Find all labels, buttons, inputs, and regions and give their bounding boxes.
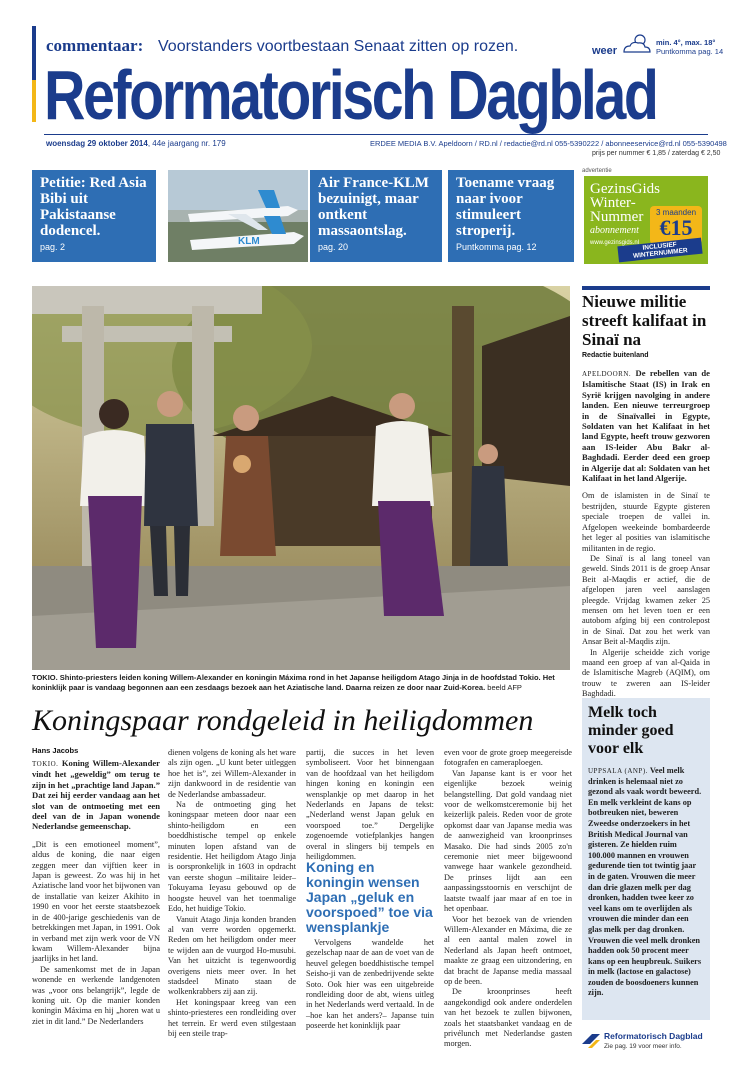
milk-article-place: UPPSALA (ANP).	[588, 767, 648, 775]
milk-article-box[interactable]	[582, 698, 710, 1020]
teaser-page-ref: pag. 20	[318, 242, 349, 252]
milk-article-headline: Melk toch minder goed voor elk	[588, 704, 674, 757]
teaser-title: Air France-KLM bezuinigt, maar ontkent massaontslag.	[318, 175, 429, 239]
main-photo[interactable]	[32, 286, 570, 670]
side-article-byline: Redactie buitenland	[582, 352, 649, 359]
main-article-column-2	[168, 748, 296, 1039]
side-article-body	[582, 368, 710, 700]
main-article-paragraph: Van Japanse kant is er voor het eigenlijke bezoek weinig belangstelling. Dat gold vandaag niet voor de welkomstceremonie bij het keizerlijk paleis. Reden voor de grote opkomst daar van Japanse media was de aanwezigheid van kroonprinses Masako. Die had sinds 2005 zo'n ceremonie niet meer bijgewoond vanwege haar wankele gezondheid. De prinses lijdt aan een aanpassingsstoornis en verschijnt de laatste twaalf jaar maar af en toe in het openbaar.	[444, 768, 572, 914]
publisher-contact: ERDEE MEDIA B.V. Apeldoorn / RD.nl / redactie@rd.nl 055-5390222 / abonneeservice@rd.nl 055-5390498	[370, 139, 727, 148]
main-article-paragraph: Het koningspaar kreeg van een shinto-priesteres een rondleiding over het terrein. Er werd even stilgestaan bij een steile trap-	[168, 997, 296, 1038]
main-article-subheading: Koning en koningin wensen Japan „geluk en voorspoed” toe via wensplankje	[306, 859, 433, 935]
teaser-asia-bibi[interactable]	[32, 170, 156, 262]
newspaper-promo[interactable]	[582, 1028, 710, 1058]
klm-airplane-image[interactable]	[168, 170, 308, 262]
main-article-paragraph: De samenkomst met de in Japan wonende en werkende landgenoten was „voor ons belangrijk”, legde de koning uit. Op die manier konden koningin Máxima en hij „horen wat u ziet in dit land.” De Nederlanders	[32, 964, 160, 1026]
masthead-divider	[44, 134, 708, 135]
main-article-paragraph: De kroonprinses heeft aangekondigd ook andere onderdelen van het bezoek te zullen bijwonen, zoals het staatsbanket vandaag en de privélunch met Nederlandse gasten morgen.	[444, 987, 572, 1049]
milk-article-text: Veel melk drinken is helemaal niet zo gezond als vaak wordt beweerd. En melk verkleint de kans op botbreuken niet, beweren Zweedse onderzoekers in het British Medical Journal van gisteren. Ze hielden ruim 100.000 mannen en vrouwen gedurende tien tot twintig jaar in de gaten. Vrouwen die meer dan drie glazen melk per dag dronken, hadden twee keer zo veel kans om te overlijden als vrouwen die minder dan een glas melk per dag dronken. Vrouwen die veel melk dronken hadden ook 50 procent meer kans op een heupbreuk. Suikers in melk (lactose en galactose) zouden de boosdoeners kunnen zijn.	[588, 766, 702, 998]
milk-article-body	[588, 766, 704, 999]
main-article-column-3b	[306, 938, 434, 1032]
main-article-paragraph: even voor de grote groep meegereisde fotografen en cameraploegen.	[444, 748, 572, 768]
issue-volume: , 44e jaargang nr. 179	[147, 139, 226, 148]
side-article-paragraph: In Algerije scheidde zich vorige maand een groep af van al-Qaida in de Islamitische Magreb (AQIM), om trouw te zweren aan IS-leider Baghdadi.	[582, 647, 710, 699]
ad-price: €15	[659, 215, 693, 240]
main-article-column-4	[444, 748, 572, 1050]
ad-months: 3 maanden	[655, 208, 697, 217]
main-article-paragraph: dienen volgens de koning als het ware als zijn ogen. „U kunt beter uitleggen hoe het is”, zei Willem-Alexander in zijn dankwoord in de residentie van de Nederlandse ambassadeur.	[168, 748, 296, 799]
accent-stripe	[32, 80, 36, 122]
newspaper-logo-icon	[582, 1030, 600, 1048]
side-article-paragraph: Om de islamisten in de Sinaï te bestrijden, stuurde Egypte gisteren speciale troepen de vallei in. Afgelopen weekeinde bombardeerde het leger al posities van islamitische militanten in de regio.	[582, 491, 710, 553]
teaser-page-ref: pag. 2	[40, 242, 66, 252]
main-article-paragraph: Vervolgens wandelde het gezelschap naar de aan de voet van de heuvel gelegen boeddhistische tempel Seisho-ji van de zenbedrijvende sekte Soto. Ook hier was een uitgebreide rondleiding door de abt, wiens uitleg in het Nederlands werd vertaald. In de –hoe kan het anders?– Japanse tuin poseerde het koninklijk paar	[306, 938, 434, 1031]
masthead-title: Reformatorisch Dagblad	[44, 56, 657, 134]
side-article-paragraph: De Sinaï is al lang toneel van geweld. Sinds 2011 is de groep Ansar Beit al-Maqdis er actief, die de afgelopen jaren veel aanslagen pleegde. Vrijdag kwamen zeker 25 mensen om het leven toen er een autobom afging bij een controlepost in de Sinaï. Dat zou het werk van Ansar Beit al-Maqdis zijn.	[582, 553, 710, 647]
main-article-paragraph: Vanuit Atago Jinja konden branden al van verre worden opgemerkt. Reden om het heiligdom onder meer te wijden aan de vuurgod Ho-musubi. Van het uitzicht is tegenwoordig overigens niets meer over. In het stadsdeel Minato staan de wolkenkrabbers zij aan zij.	[168, 914, 296, 997]
shrine-photo-illustration	[32, 286, 570, 670]
ad-title: GezinsGids Winter-Nummer	[590, 181, 660, 225]
teaser-air-france-klm[interactable]	[310, 170, 442, 262]
weather-reference: Puntkomma pag. 14	[656, 47, 724, 56]
main-article-paragraph: partij, die succes in het leven symboliseert. Voor het binnengaan van de hoofdzaal van het heiligdom hingen koning en koningin een wensplankje op met daarop in het Nederlands en Japans de tekst: „Nederland wenst Japan geluk en voorspoed toe.” Dergelijke zogenoemde votiefplankjes hangen overal in slingers bij tempels en heiligdommen.	[306, 748, 434, 862]
commentary-label: commentaar:	[46, 36, 144, 55]
airplane-illustration	[168, 170, 308, 262]
ad-website: www.gezinsgids.nl	[590, 240, 640, 246]
photo-caption	[32, 673, 570, 692]
weather-label: weer	[592, 45, 618, 57]
teaser-page-ref: Puntkomma pag. 12	[456, 242, 537, 252]
main-article-headline[interactable]: Koningspaar rondgeleid in heiligdommen	[32, 704, 534, 737]
klm-logo-text: KLM	[238, 236, 260, 247]
commentary-link[interactable]: Voorstanders voortbestaan Senaat zitten op rozen.	[158, 38, 519, 55]
ad-subtitle: abonnement	[590, 225, 639, 236]
side-article-place: APELDOORN.	[582, 370, 632, 378]
main-article-column-1	[32, 758, 160, 1027]
main-article-column-3	[306, 748, 434, 862]
side-article-lead: De rebellen van de Islamitische Staat (IS) in Irak en Syrië krijgen navolging in andere landen. Een nieuwe terreurgroep in de Sinaïvallei in Egypte, Soldaten van het Kalifaat in het land Egypte, heeft trouw gezworen aan IS-leider Abu Bakr al-Baghdadi. Eerder deed een groep in Algerije dat al: Soldaten van het Kalifaat in het land Algerije.	[582, 368, 710, 484]
teaser-title: Toename vraag naar ivoor stimuleert stroperij.	[456, 175, 555, 239]
gezinsgids-ad[interactable]	[584, 176, 708, 264]
caption-place: TOKIO.	[32, 673, 58, 682]
promo-name: Reformatorisch Dagblad	[604, 1031, 703, 1041]
ad-label: advertentie	[582, 168, 612, 174]
main-article-paragraph: Voor het bezoek van de vrienden Willem-Alexander en Máxima, die ze al een aantal malen zowel in Nederland als Japan heeft ontmoet, maakte ze graag een uitzondering, en dat bracht de Japanse media massaal op de been.	[444, 914, 572, 986]
promo-subtext: Zie pag. 19 voor meer info.	[604, 1043, 682, 1050]
main-article-paragraph: „Dit is een emotioneel moment”, aldus de koning, die naar eigen zeggen meer dan vijftien keer in Japan is geweest. Zo was hij in het Aziatische land voor het bijwonen van de installatie van keizer Akihito in 1990 en voor het eerste staatsbezoek in de 400-jarige geschiedenis van de betrekkingen met Japan, in 1991. Ook in verband met zijn werk voor de VN kwam Willem-Alexander bijna jaarlijks in het land.	[32, 839, 160, 964]
main-article-place: TOKIO.	[32, 760, 59, 768]
price-info: prijs per nummer € 1,85 / zaterdag € 2,50	[592, 150, 721, 157]
teaser-ivoor[interactable]	[448, 170, 574, 262]
teaser-title: Petitie: Red Asia Bibi uit Pakistaanse dodencel.	[40, 175, 147, 239]
issue-info	[46, 139, 226, 148]
weather-temperature: min. 4°, max. 18°	[656, 38, 716, 47]
side-article-headline[interactable]: Nieuwe militie streeft kalifaat in Sinaï na	[582, 286, 710, 349]
caption-credit: beeld AFP	[487, 682, 522, 692]
main-article-byline: Hans Jacobs	[32, 746, 79, 755]
issue-date: woensdag 29 oktober 2014	[46, 139, 148, 148]
caption-text: Shinto-priesters leiden koning Willem-Alexander en koningin Máxima rond in het Japanse heiligdom Atago Jinja in de hoofdstad Tokio. Het koninklijk paar is vandaag begonnen aan een zesdaags bezoek aan het Aziatische land. Daarna reizen ze door naar Zuid-Korea.	[32, 673, 555, 692]
main-article-paragraph: Na de ontmoeting ging het koningspaar meteen door naar een shinto-heiligdom en een boeddhistische tempel op enkele minuten lopen afstand van de residentie. Het heiligdom Atago Jinja is oorspronkelijk in 1603 in opdracht van eerste shogun –militaire leider– Tokuyama Ieyasu gebouwd op de hoogste heuvel van het toenmalige Edo, het huidige Tokio.	[168, 800, 296, 914]
ad-ribbon: INCLUSIEF WINTERNUMMER	[617, 238, 702, 263]
main-article-lead: Koning Willem-Alexander vindt het „geweldig” om terug te zijn in het „prachtige land Japan.” Dat zei hij eerder vandaag aan het slot van de ontmoeting met een deel van de in Japan wonende Nederlandse gemeenschap.	[32, 758, 160, 832]
cloud-sun-icon	[620, 32, 654, 56]
